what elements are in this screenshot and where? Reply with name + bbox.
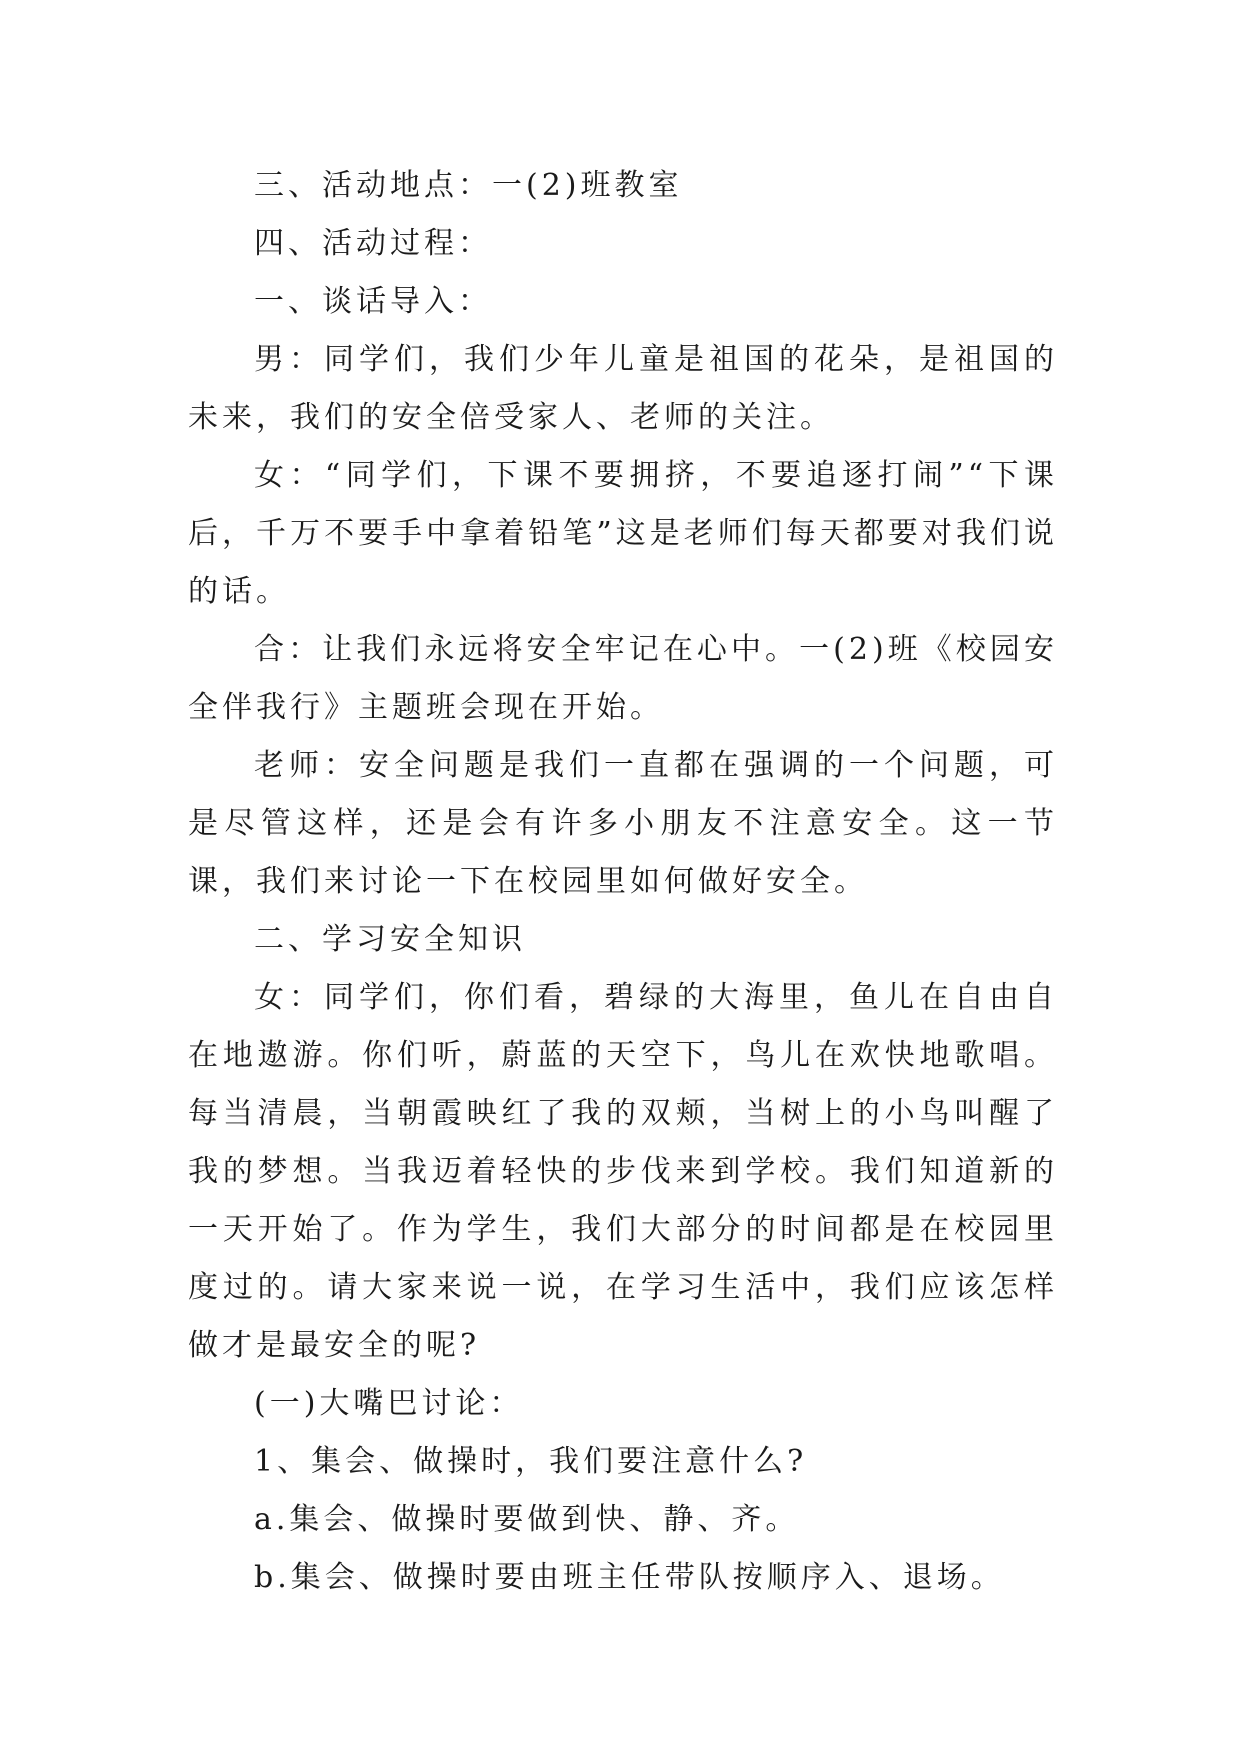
- paragraph-female-long-speech: 女：同学们，你们看，碧绿的大海里，鱼儿在自由自在地遨游。你们听，蔚蓝的天空下，鸟儿在欢快地歌唱。每当清晨，当朝霞映红了我的双颊，当树上的小鸟叫醒了我的梦想。当我迈着轻快的步伐来到学校。我们知道新的一天开始了。作为学生，我们大部分的时间都是在校园里度过的。请大家来说一说，在学习生活中，我们应该怎样做才是最安全的呢?: [188, 980, 1058, 1363]
- paragraph-together-speech: 合：让我们永远将安全牢记在心中。一(2)班《校园安全伴我行》主题班会现在开始。: [188, 632, 1058, 725]
- paragraph-discussion-heading: (一)大嘴巴讨论：: [254, 1386, 524, 1421]
- paragraph-activity-process: 四、活动过程：: [254, 226, 492, 261]
- paragraph-activity-location: 三、活动地点：一(2)班教室: [254, 168, 683, 203]
- paragraph-answer-b: b.集会、做操时要由班主任带队按顺序入、退场。: [254, 1560, 1005, 1595]
- paragraph-intro-heading: 一、谈话导入：: [254, 284, 492, 319]
- paragraph-question-1: 1、集会、做操时，我们要注意什么?: [254, 1444, 808, 1479]
- paragraph-female-speech: 女：“同学们，下课不要拥挤，不要追逐打闹”“下课后，千万不要手中拿着铅笔”这是老师们每天都要对我们说的话。: [188, 458, 1058, 609]
- paragraph-male-speech: 男：同学们，我们少年儿童是祖国的花朵，是祖国的未来，我们的安全倍受家人、老师的关注。: [188, 342, 1058, 435]
- document-body: [188, 157, 1058, 1607]
- paragraph-teacher-speech: 老师：安全问题是我们一直都在强调的一个问题，可是尽管这样，还是会有许多小朋友不注意安全。这一节课，我们来讨论一下在校园里如何做好安全。: [188, 748, 1058, 899]
- paragraph-answer-a: a.集会、做操时要做到快、静、齐。: [254, 1502, 800, 1537]
- paragraph-learn-heading: 二、学习安全知识: [254, 922, 526, 957]
